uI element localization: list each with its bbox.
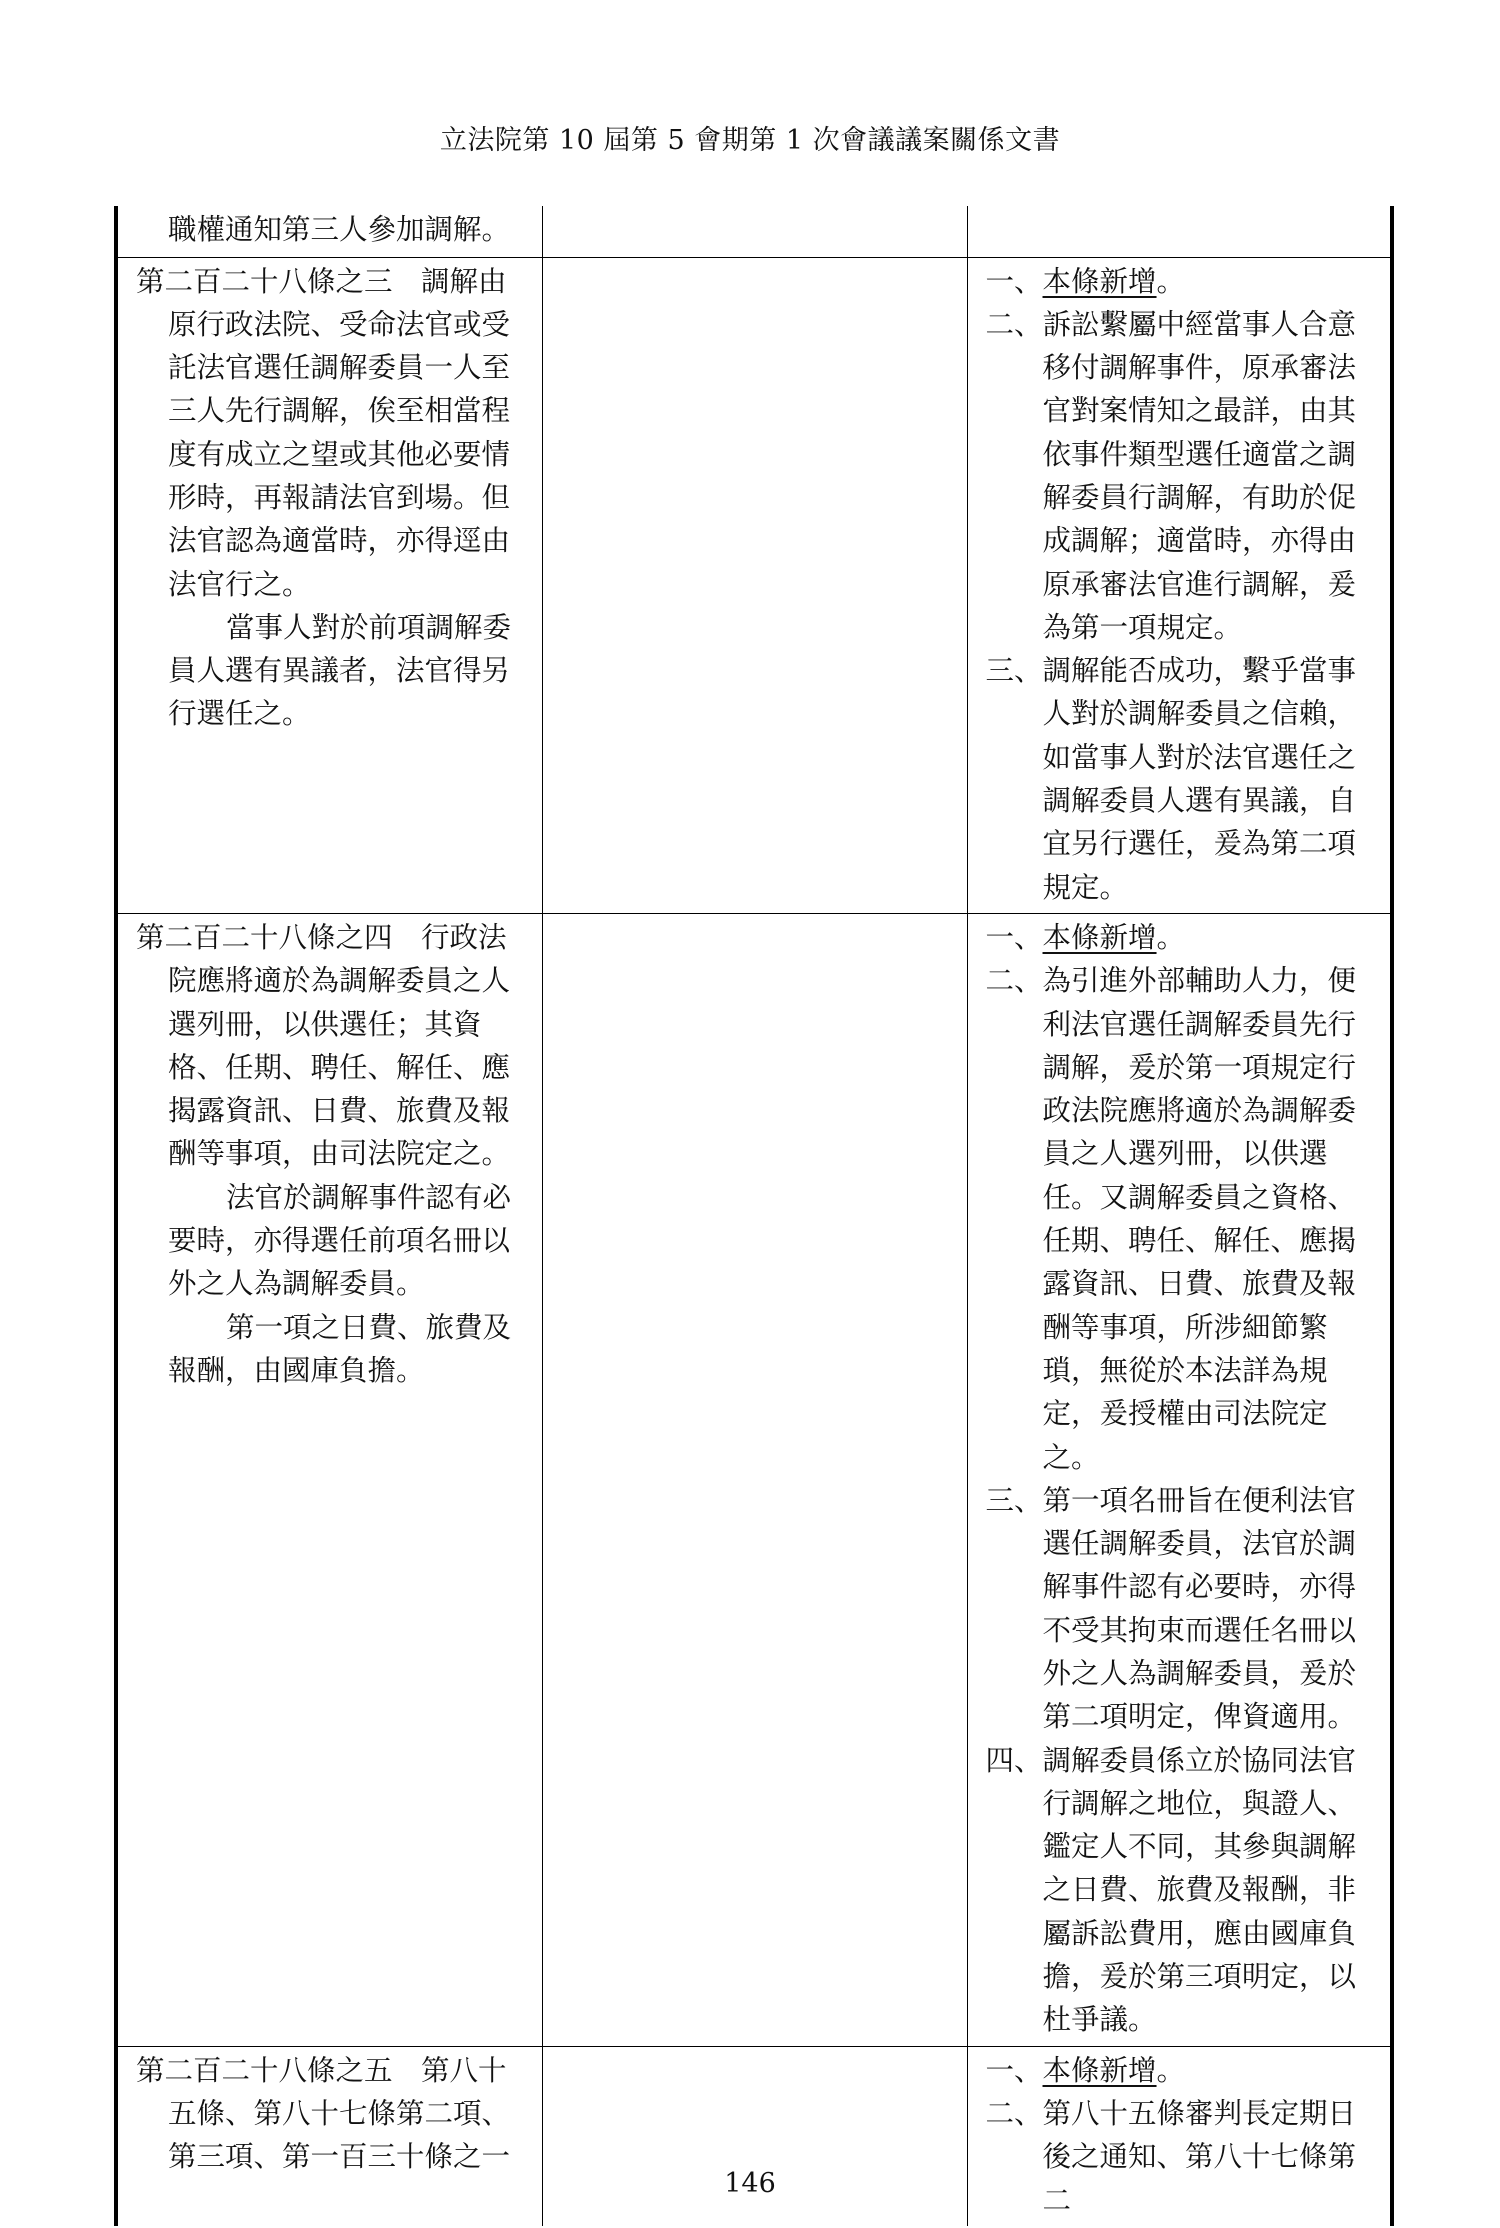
explanation-cell xyxy=(967,206,1392,257)
item-number: 三、 xyxy=(985,654,1043,688)
item-number: 一、 xyxy=(985,2053,1043,2087)
explanation-item xyxy=(986,2049,1377,2092)
explanation-item xyxy=(986,1739,1377,2042)
item-text: 為引進外部輔助人力，便利法官選任調解委員先行調解，爰於第一項規定行政法院應將適於為調解委員之人選列冊，以供選任。又調解委員之資格、任期、聘任、解任、應揭露資訊、日費、旅費及報酬等事項，所涉細節繁瑣，無從於本法詳為規定，爰授權由司法院定之。 xyxy=(1042,964,1357,1474)
table-row xyxy=(116,206,1392,257)
explanation-cell xyxy=(967,257,1392,913)
explanation-item xyxy=(986,260,1377,303)
item-tail: 。 xyxy=(1156,264,1186,298)
article-text: 第二百二十八條之三 調解由原行政法院、受命法官或受託法官選任調解委員一人至三人先行調解，俟至相當程度有成立之望或其他必要情形時，再報請法官到場。但法官認為適當時，亦得逕由法官行之。 xyxy=(136,264,511,601)
item-text: 調解能否成功，繫乎當事人對於調解委員之信賴，如當事人對於法官選任之調解委員人選有異議，自宜另行選任，爰為第二項規定。 xyxy=(1042,654,1357,904)
item-number: 一、 xyxy=(985,920,1043,954)
comparison-table xyxy=(114,206,1394,2226)
article-paragraph: 當事人對於前項調解委員人選有異議者，法官得另行選任之。 xyxy=(168,610,512,731)
item-number: 三、 xyxy=(985,1483,1043,1517)
explanation-item xyxy=(986,916,1377,959)
explanation-cell xyxy=(967,913,1392,2046)
item-number: 二、 xyxy=(985,964,1043,998)
item-number: 四、 xyxy=(985,1743,1043,1777)
amended-text-cell xyxy=(116,257,542,913)
amended-text-cell xyxy=(116,206,542,257)
explanation-item xyxy=(986,959,1377,1479)
current-text-cell xyxy=(542,206,967,257)
item-text: 訴訟繫屬中經當事人合意移付調解事件，原承審法官對案情知之最詳，由其依事件類型選任適當之調解委員行調解，有助於促成調解；適當時，亦得由原承審法官進行調解，爰為第一項規定。 xyxy=(1042,307,1357,644)
explanation-item xyxy=(986,1479,1377,1739)
item-text: 第八十五條審判長定期日後之通知、第八十七條第二 xyxy=(1042,2096,1357,2217)
explanation-item xyxy=(986,303,1377,649)
item-tail: 。 xyxy=(1156,2053,1186,2087)
article-text: 第二百二十八條之五 第八十五條、第八十七條第二項、第三項、第一百三十條之一 xyxy=(136,2053,511,2174)
article-text: 第二百二十八條之四 行政法院應將適於為調解委員之人選列冊，以供選任；其資格、任期、聘任、解任、應揭露資訊、日費、旅費及報酬等事項，由司法院定之。 xyxy=(136,920,511,1171)
new-article-note: 本條新增 xyxy=(1042,920,1157,954)
table-row xyxy=(116,257,1392,913)
continuation-text: 職權通知第三人參加調解。 xyxy=(168,213,511,246)
table-row xyxy=(116,913,1392,2046)
item-tail: 。 xyxy=(1156,920,1186,954)
item-text: 第一項名冊旨在便利法官選任調解委員，法官於調解事件認有必要時，亦得不受其拘束而選任名冊以外之人為調解委員，爰於第二項明定，俾資適用。 xyxy=(1042,1483,1357,1734)
item-text: 調解委員係立於協同法官行調解之地位，與證人、鑑定人不同，其參與調解之日費、旅費及報酬，非屬訴訟費用，應由國庫負擔，爰於第三項明定，以杜爭議。 xyxy=(1042,1743,1357,2037)
explanation-item xyxy=(986,2092,1377,2222)
current-text-cell xyxy=(542,913,967,2046)
article-paragraph: 第一項之日費、旅費及報酬，由國庫負擔。 xyxy=(168,1310,512,1387)
item-number: 一、 xyxy=(985,264,1043,298)
explanation-item xyxy=(986,649,1377,909)
new-article-note: 本條新增 xyxy=(1042,2053,1157,2087)
page-header: 立法院第 10 屆第 5 會期第 1 次會議議案關係文書 xyxy=(439,125,1061,156)
current-text-cell xyxy=(542,257,967,913)
new-article-note: 本條新增 xyxy=(1042,264,1157,298)
item-number: 二、 xyxy=(985,307,1043,341)
amended-text-cell xyxy=(116,913,542,2046)
page-number: 146 xyxy=(724,2168,776,2199)
article-paragraph: 法官於調解事件認有必要時，亦得選任前項名冊以外之人為調解委員。 xyxy=(168,1180,512,1301)
item-number: 二、 xyxy=(985,2096,1043,2130)
